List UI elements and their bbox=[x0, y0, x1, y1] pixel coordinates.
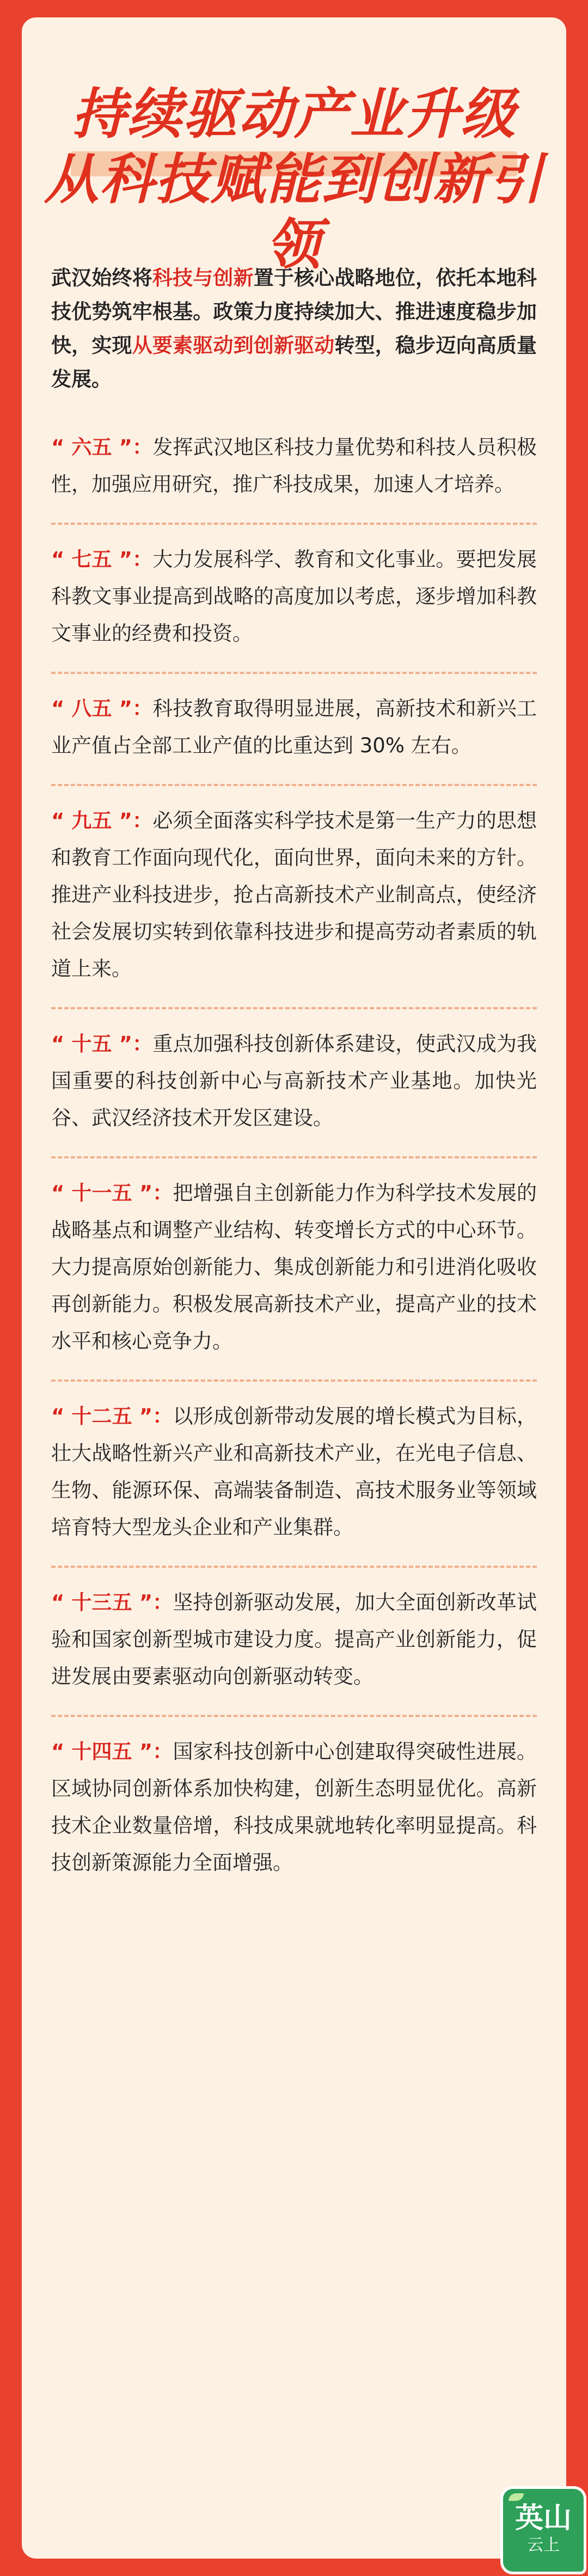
title-block bbox=[22, 82, 566, 277]
intro-highlight: 科技与创新 bbox=[152, 266, 254, 290]
plan-label: “ 六五 ”： bbox=[51, 436, 153, 459]
plan-label: “ 十五 ”： bbox=[51, 1032, 153, 1056]
plan-text: 发挥武汉地区科技力量优势和科技人员积极性，加强应用研究，推广科技成果，加速人才培养。 bbox=[51, 436, 537, 496]
plan-text: 重点加强科技创新体系建设，使武汉成为我国重要的科技创新中心与高新技术产业基地。加快光谷、武汉经济技术开发区建设。 bbox=[51, 1032, 537, 1130]
intro-paragraph bbox=[51, 261, 537, 396]
content-card bbox=[22, 17, 566, 2559]
plan-label: “ 七五 ”： bbox=[51, 548, 153, 571]
intro-text: 转型，稳步迈向高质量发展。 bbox=[51, 334, 537, 391]
plan-label: “ 十四五 ”： bbox=[51, 1740, 173, 1763]
five-year-plan-list bbox=[51, 429, 537, 1901]
logo-text-primary: 英山 bbox=[514, 2502, 572, 2535]
plan-text: 必须全面落实科学技术是第一生产力的思想和教育工作面向现代化，面向世界，面向未来的方针。推进产业科技进步，抢占高新技术产业制高点，使经济社会发展切实转到依靠科技进步和提高劳动者素质的轨道上来。 bbox=[51, 809, 537, 980]
plan-label: “ 十三五 ”： bbox=[51, 1591, 173, 1614]
plan-section bbox=[51, 674, 537, 786]
plan-section bbox=[51, 1382, 537, 1568]
plan-label: “ 九五 ”： bbox=[51, 809, 153, 832]
plan-text: 大力发展科学、教育和文化事业。要把发展科教文事业提高到战略的高度加以考虑，逐步增加科教文事业的经费和投资。 bbox=[51, 548, 537, 645]
plan-label: “ 十一五 ”： bbox=[51, 1181, 173, 1205]
plan-text: 坚持创新驱动发展，加大全面创新改革试验和国家创新型城市建设力度。提高产业创新能力，促进发展由要素驱动向创新驱动转变。 bbox=[51, 1591, 537, 1688]
intro-text: 置于核心战略地位，依托本地科技优势筑牢根基。政策力度持续加大、推进速度稳步加快，实现 bbox=[51, 266, 537, 357]
plan-section bbox=[51, 429, 537, 525]
title-line-2: 从科技赋能到创新引领 bbox=[44, 148, 544, 277]
plan-section bbox=[51, 1717, 537, 1901]
yingshan-cloud-logo bbox=[503, 2489, 584, 2572]
plan-text: 以形成创新带动发展的增长模式为目标，壮大战略性新兴产业和高新技术产业，在光电子信息、生物、能源环保、高端装备制造、高技术服务业等领域培育特大型龙头企业和产业集群。 bbox=[51, 1404, 537, 1539]
logo-text-secondary: 云上 bbox=[527, 2536, 560, 2555]
intro-text: 武汉始终将 bbox=[51, 266, 152, 290]
plan-section bbox=[51, 1568, 537, 1717]
plan-label: “ 十二五 ”： bbox=[51, 1404, 173, 1428]
plan-text: 国家科技创新中心创建取得突破性进展。区域协同创新体系加快构建，创新生态明显优化。高新技术企业数量倍增，科技成果就地转化率明显提高。科技创新策源能力全面增强。 bbox=[51, 1740, 537, 1874]
plan-section bbox=[51, 525, 537, 674]
plan-section bbox=[51, 1158, 537, 1382]
plan-section bbox=[51, 786, 537, 1009]
plan-label: “ 八五 ”： bbox=[51, 697, 153, 720]
plan-section bbox=[51, 1009, 537, 1158]
plan-text: 把增强自主创新能力作为科学技术发展的战略基点和调整产业结构、转变增长方式的中心环节。大力提高原始创新能力、集成创新能力和引进消化吸收再创新能力。积极发展高新技术产业，提高产业的技术水平和核心竞争力。 bbox=[51, 1181, 537, 1353]
intro-highlight: 从要素驱动到创新驱动 bbox=[132, 334, 335, 357]
title-line-1: 持续驱动产业升级 bbox=[72, 82, 516, 146]
plan-text: 科技教育取得明显进展，高新技术和新兴工业产值占全部工业产值的比重达到 30% 左右。 bbox=[51, 697, 537, 757]
